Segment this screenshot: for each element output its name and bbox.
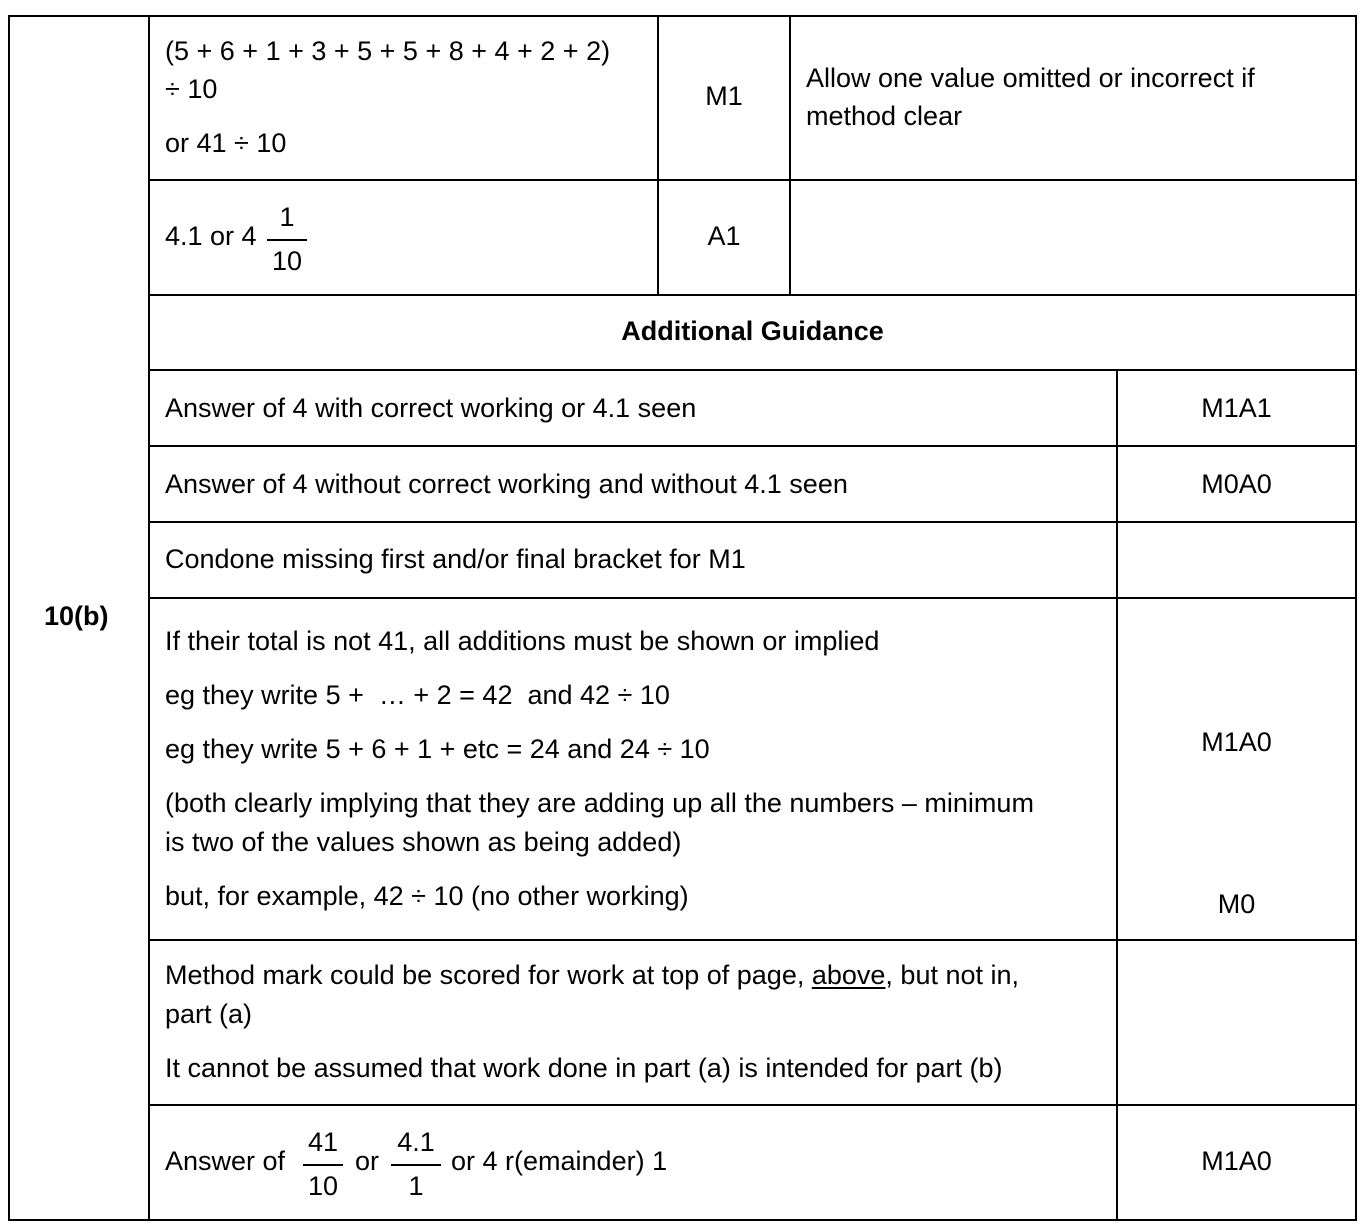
question-label: 10(b) <box>44 601 109 631</box>
label-column-divider <box>148 15 150 1221</box>
method-location-line3: It cannot be assumed that work done in part (a) is intended for part (b) <box>165 1053 1003 1083</box>
fraction-bar <box>303 1164 343 1166</box>
table-border-right <box>1355 15 1357 1221</box>
row-divider <box>148 445 1357 447</box>
additions-line1: If their total is not 41, all additions must be shown or implied <box>165 626 880 656</box>
fraction-numerator: 4.1 <box>397 1127 435 1157</box>
table-border-top <box>8 15 1357 17</box>
accuracy-fraction <box>267 204 307 275</box>
table-border-bottom <box>8 1219 1357 1221</box>
row-divider <box>148 1104 1357 1106</box>
additions-line2: eg they write 5 + … + 2 = 42 and 42 ÷ 10 <box>165 680 670 710</box>
method-answer-line1: (5 + 6 + 1 + 3 + 5 + 5 + 8 + 4 + 2 + 2) <box>165 36 611 66</box>
accuracy-answer-prefix: 4.1 or 4 <box>165 221 257 251</box>
fraction-numerator: 1 <box>279 202 295 232</box>
additions-line3: eg they write 5 + 6 + 1 + etc = 24 and 24 ÷ 10 <box>165 734 710 764</box>
method-location-line2: part (a) <box>165 999 253 1029</box>
additions-mark1: M1A0 <box>1201 727 1272 757</box>
row-divider <box>148 294 1357 296</box>
method-location-text: Method mark could be scored for work at top of page, <box>165 960 812 990</box>
row-divider <box>148 939 1357 941</box>
fraction-bar <box>267 239 307 241</box>
fraction-denominator: 1 <box>408 1171 424 1201</box>
accuracy-mark: A1 <box>707 221 741 251</box>
method-comment-line2: method clear <box>806 101 963 131</box>
fractions-or: or <box>355 1146 380 1176</box>
additions-mark2: M0 <box>1217 889 1256 919</box>
row-divider <box>148 521 1357 523</box>
mark-comment-divider <box>789 15 791 295</box>
additions-line6: but, for example, 42 ÷ 10 (no other working) <box>165 881 689 911</box>
additions-line4: (both clearly implying that they are adding up all the numbers – minimum <box>165 788 1034 818</box>
row-divider <box>148 369 1357 371</box>
fraction-numerator: 41 <box>307 1127 339 1157</box>
additions-line5: is two of the values shown as being added) <box>165 827 682 857</box>
method-location-text: , but not in, <box>885 960 1020 990</box>
row-divider <box>148 597 1357 599</box>
fraction-bar <box>391 1164 441 1166</box>
method-location-line1 <box>165 962 1019 989</box>
fraction-denominator: 10 <box>307 1171 339 1201</box>
fraction-41-over-10 <box>303 1129 343 1200</box>
fraction-denominator: 10 <box>271 246 303 276</box>
row-divider <box>148 179 1357 181</box>
answer-mark-divider <box>657 15 659 295</box>
underlined-word: above <box>811 960 886 990</box>
guidance-item-mark: M0A0 <box>1201 469 1272 499</box>
guidance-item-text: Answer of 4 with correct working or 4.1 seen <box>165 393 697 423</box>
guidance-item-text: Answer of 4 without correct working and without 4.1 seen <box>165 469 848 499</box>
guidance-heading: Additional Guidance <box>621 316 884 346</box>
method-answer-line2: ÷ 10 <box>165 74 218 104</box>
fractions-suffix: or 4 r(emainder) 1 <box>451 1146 668 1176</box>
fractions-prefix: Answer of <box>165 1146 286 1176</box>
fraction-4-1-over-1 <box>391 1129 441 1200</box>
method-mark: M1 <box>705 81 743 111</box>
method-answer-line3: or 41 ÷ 10 <box>165 128 287 158</box>
guidance-item-text: Condone missing first and/or final bracket for M1 <box>165 544 746 574</box>
method-comment-line1: Allow one value omitted or incorrect if <box>806 63 1255 93</box>
guidance-item-mark: M1A1 <box>1201 393 1272 423</box>
table-border-left <box>8 15 10 1221</box>
fractions-mark: M1A0 <box>1201 1146 1272 1176</box>
